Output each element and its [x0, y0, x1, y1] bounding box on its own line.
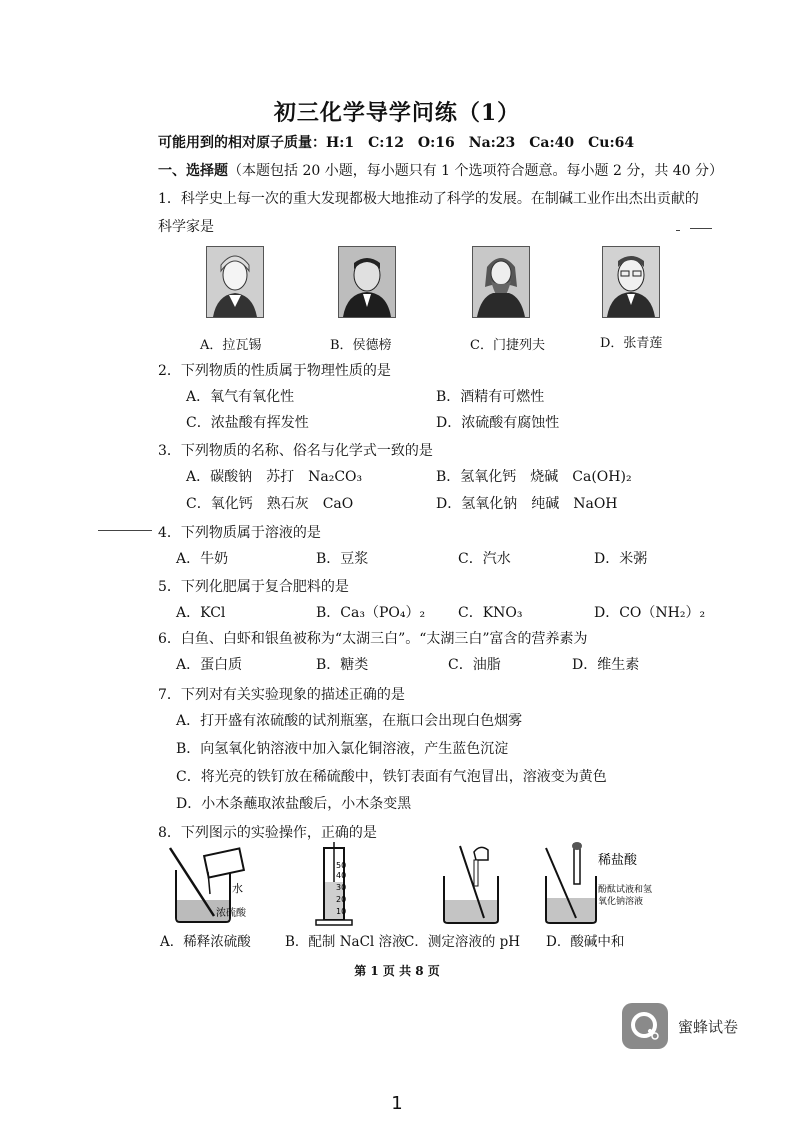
figure-neutralization	[536, 842, 672, 928]
q8-option-d: D．酸碱中和	[546, 934, 625, 950]
q8-option-b: B．配制 NaCl 溶液	[285, 934, 406, 950]
cylinder-tick-label: 20	[336, 895, 347, 904]
q1-option-b: B．侯德榜	[330, 338, 392, 353]
portrait-mendeleev	[472, 246, 530, 318]
page-title: 初三化学导学问练（1）	[273, 100, 521, 126]
figure-dilute-acid	[160, 842, 270, 928]
q7-option-d: D．小木条蘸取浓盐酸后，小木条变黑	[176, 796, 412, 812]
scan-mark	[98, 530, 152, 531]
cylinder-tick-label: 50	[336, 861, 347, 870]
q3-option-a: A．碳酸钠 苏打 Na₂CO₃	[186, 469, 363, 485]
q6-option-b: B．糖类	[316, 657, 369, 673]
fig-d-indicator-label-1: 酚酞试液和氢	[598, 885, 653, 895]
q2-option-a: A．氧气有氧化性	[186, 389, 295, 405]
q7-option-c: C．将光亮的铁钉放在稀硫酸中，铁钉表面有气泡冒出，溶液变为黄色	[176, 769, 607, 785]
q5-option-d: D．CO（NH₂）₂	[594, 605, 706, 621]
q5-option-a: A．KCl	[176, 605, 226, 621]
cylinder-tick-label: 40	[336, 871, 347, 880]
q6-option-c: C．油脂	[448, 657, 501, 673]
portrait-lavoisier	[206, 246, 264, 318]
section-heading	[158, 160, 723, 180]
q7-text: 7．下列对有关实验现象的描述正确的是	[158, 687, 405, 703]
q4-text: 4．下列物质属于溶液的是	[158, 525, 321, 541]
q6-text: 6．白鱼、白虾和银鱼被称为“太湖三白”。“太湖三白”富含的营养素为	[158, 631, 588, 647]
q6-option-d: D．维生素	[572, 657, 640, 673]
q8-option-a: A．稀释浓硫酸	[160, 934, 251, 950]
q4-option-b: B．豆浆	[316, 551, 369, 567]
portrait-hou-debang	[338, 246, 396, 318]
q3-option-c: C．氧化钙 熟石灰 CaO	[186, 496, 354, 512]
fig-a-water-label: 水	[232, 882, 243, 895]
cylinder-tick-label: 10	[336, 907, 347, 916]
watermark-logo-icon	[622, 1003, 668, 1049]
q5-text: 5．下列化肥属于复合肥料的是	[158, 579, 349, 595]
q7-option-b: B．向氢氧化钠溶液中加入氯化铜溶液，产生蓝色沉淀	[176, 741, 509, 757]
q7-option-a: A．打开盛有浓硫酸的试剂瓶塞，在瓶口会出现白色烟雾	[176, 713, 523, 729]
q3-option-d: D．氢氧化钠 纯碱 NaOH	[436, 496, 618, 512]
q2-option-c: C．浓盐酸有挥发性	[186, 415, 309, 431]
q1-option-c: C．门捷列夫	[470, 338, 545, 353]
q5-option-b: B．Ca₃（PO₄）₂	[316, 605, 426, 621]
q6-option-a: A．蛋白质	[176, 657, 243, 673]
cylinder-tick-label: 30	[336, 883, 347, 892]
watermark-text: 蜜蜂试卷	[678, 1018, 739, 1036]
q4-option-c: C．汽水	[458, 551, 511, 567]
q1-text-line2: 科学家是	[158, 219, 214, 235]
q1-option-a: A．拉瓦锡	[200, 338, 262, 353]
q1-option-d: D．张青莲	[600, 336, 663, 351]
section-note: （本题包括 20 小题，每小题只有 1 个选项符合题意。每小题 2 分，共 40 分）	[228, 163, 724, 179]
section-title: 一、选择题	[158, 163, 228, 179]
page-footer: 第 1 页 共 8 页	[354, 964, 440, 978]
q3-text: 3．下列物质的名称、俗名与化学式一致的是	[158, 443, 433, 459]
q5-option-c: C．KNO₃	[458, 605, 523, 621]
portrait-zhang-qinglian	[602, 246, 660, 318]
fig-d-indicator-label-2: 氧化钠溶液	[598, 897, 644, 907]
scan-mark	[690, 228, 712, 229]
q8-option-c: C．测定溶液的 pH	[404, 934, 521, 950]
page-number: 1	[391, 1093, 403, 1114]
figure-cylinder	[312, 842, 362, 928]
q2-option-b: B．酒精有可燃性	[436, 389, 545, 405]
scan-mark	[676, 230, 680, 231]
q2-text: 2．下列物质的性质属于物理性质的是	[158, 363, 391, 379]
fig-a-acid-label: 浓硫酸	[216, 908, 246, 919]
fig-d-hcl-label: 稀盐酸	[598, 853, 638, 868]
q4-option-a: A．牛奶	[176, 551, 229, 567]
q4-option-d: D．米粥	[594, 551, 648, 567]
atomic-masses: 可能用到的相对原子质量：H:1 C:12 O:16 Na:23 Ca:40 Cu:64	[158, 135, 635, 151]
q3-option-b: B．氢氧化钙 烧碱 Ca(OH)₂	[436, 469, 632, 485]
q1-text-line1: 1．科学史上每一次的重大发现都极大地推动了科学的发展。在制碱工业作出杰出贡献的	[158, 191, 699, 207]
q8-text: 8．下列图示的实验操作，正确的是	[158, 825, 377, 841]
figure-ph-test	[434, 842, 514, 928]
q2-option-d: D．浓硫酸有腐蚀性	[436, 415, 560, 431]
